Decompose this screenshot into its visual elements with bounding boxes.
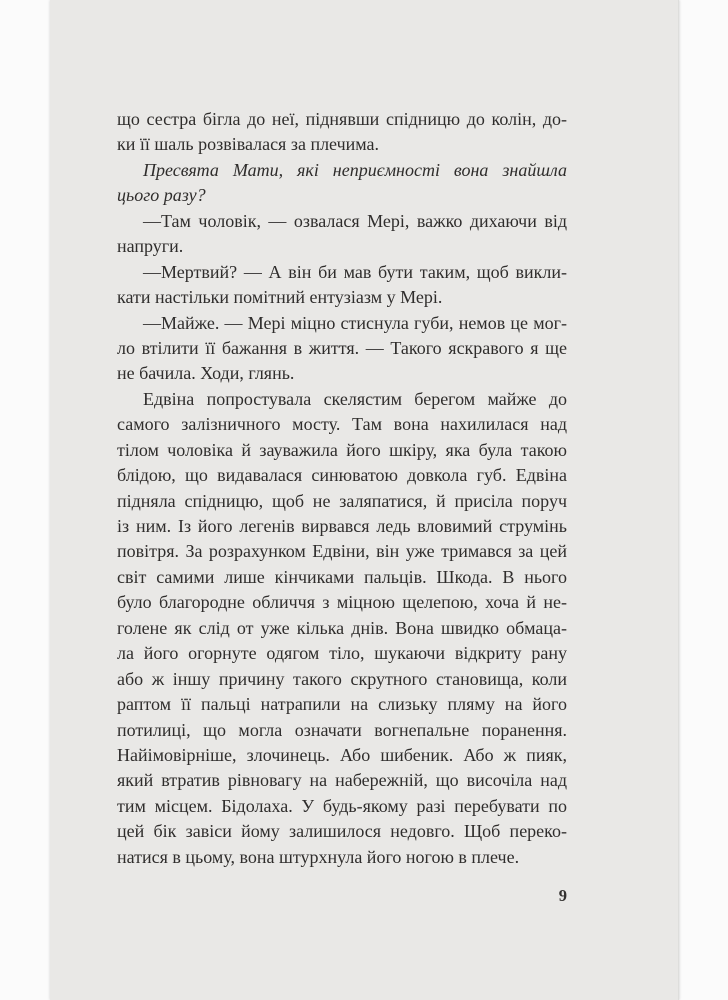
- text-block: [117, 107, 567, 870]
- text-line: цього разу?: [117, 185, 206, 206]
- text-line: що сестра бігла до неї, піднявши спідницю до колін, до-: [117, 109, 567, 129]
- text-line: ло втілити її бажання в життя. — Такого яскравого я ще: [117, 337, 567, 358]
- text-line: ки її шаль розвівалася за плечима.: [117, 134, 380, 155]
- text-line: було благородне обличчя з міцною щелепою, хоча й не-: [117, 592, 567, 613]
- text-line: тілом чоловіка й зауважила його шкіру, яка була такою: [117, 439, 567, 460]
- text-line: цей бік завіси йому залишилося недовго. Щоб переко-: [117, 821, 567, 842]
- text-line: —Майже. — Мері міцно стиснула губи, немов це мог-: [143, 312, 567, 333]
- text-line: натися в цьому, вона штурхнула його ногою в плече.: [117, 846, 520, 867]
- text-line: раптом її пальці натрапили на слизьку пляму на його: [117, 694, 567, 715]
- text-line: —Там чоловік, — озвалася Мері, важко дихаючи від: [143, 210, 567, 231]
- book-page: [50, 0, 679, 1000]
- text-line: блідою, що видавалася синюватою довкола губ. Едвіна: [117, 465, 567, 486]
- text-line: кати настільки помітний ентузіазм у Мері.: [117, 287, 443, 308]
- text-line: тим місцем. Бідолаха. У будь-якому разі перебувати по: [117, 795, 567, 816]
- text-line: Едвіна попростувала скелястим берегом майже до: [143, 388, 567, 409]
- text-line: світ самими лише кінчиками пальців. Шкода. В нього: [117, 566, 567, 587]
- text-line: напруги.: [117, 236, 184, 257]
- text-line: самого залізничного мосту. Там вона нахилилася над: [117, 414, 567, 435]
- text-line: або ж іншу причину такого скрутного становища, коли: [117, 668, 567, 689]
- text-line: підняла спідницю, щоб не заляпатися, й присіла поруч: [117, 490, 567, 511]
- text-line: Найімовірніше, злочинець. Або шибеник. Або ж пияк,: [117, 744, 567, 765]
- text-line: голене як слід от уже кілька днів. Вона швидко обмаца-: [117, 617, 567, 638]
- text-line: ла його огорнуте одягом тіло, шукаючи відкриту рану: [117, 643, 567, 664]
- text-line: із ним. Із його легенів вирвався ледь вловимий струмінь: [117, 516, 567, 536]
- page-number: 9: [558, 886, 567, 905]
- text-line: не бачила. Ходи, глянь.: [117, 363, 295, 384]
- text-line: —Мертвий? — А він би мав бути таким, щоб викли-: [143, 261, 567, 282]
- text-line: повітря. За розрахунком Едвіни, він уже тримався за цей: [117, 541, 567, 562]
- text-line: який втратив рівновагу на набережній, що височіла над: [117, 770, 567, 791]
- text-line: Пресвята Мати, які неприємності вона знайшла: [143, 159, 567, 180]
- text-line: потилиці, що могла означати вогнепальне поранення.: [117, 719, 567, 740]
